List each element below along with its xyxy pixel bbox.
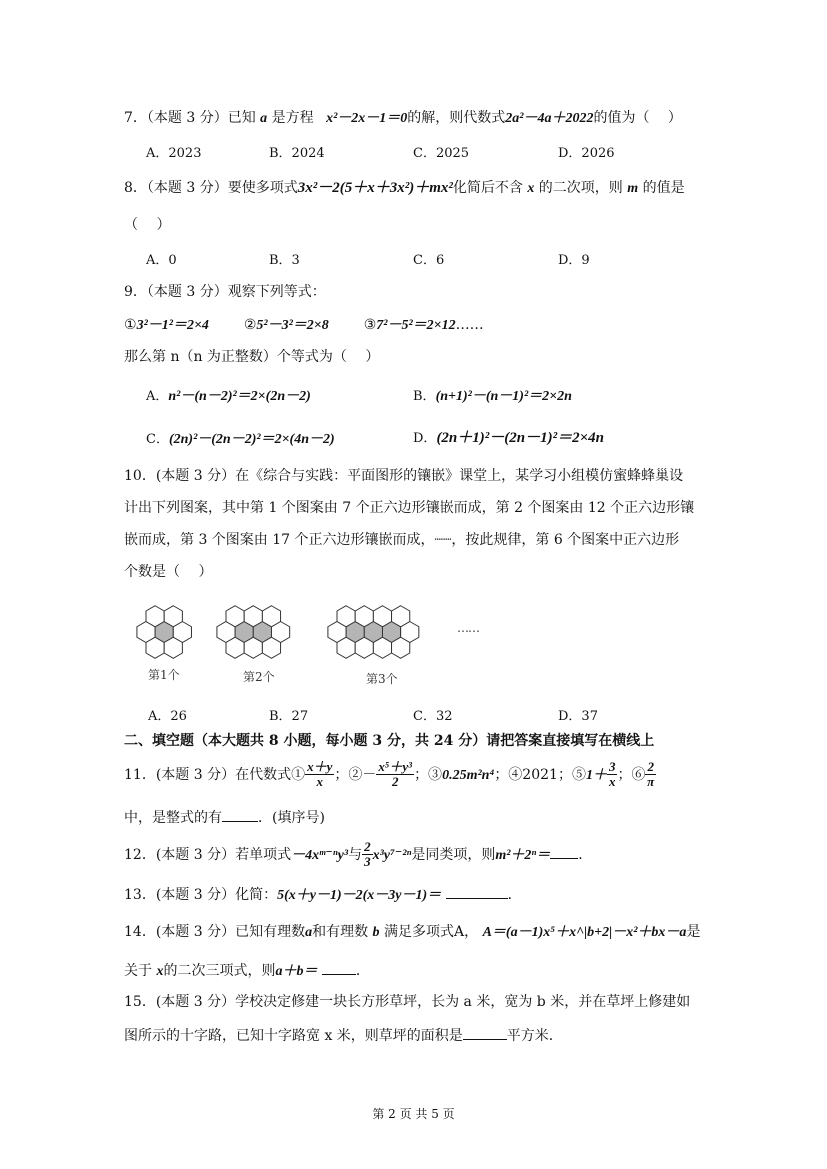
q7-equation: x²－2x－1＝0: [326, 111, 408, 126]
q9-stem: 9．（本题 3 分）观察下列等式：: [124, 284, 326, 300]
figure-3-hexagon: [355, 606, 373, 627]
q10-option-a: A．26: [148, 709, 187, 724]
figure-2-hexagon: [244, 637, 262, 658]
q11-fraction-1: $\frac{x+y}{x}$: [307, 759, 333, 790]
figure-3-hexagon: [392, 637, 410, 658]
q9-question: 那么第 n（n 为正整数）个等式为（ ）: [124, 349, 380, 365]
q12-fraction: $\frac{2}{3}$: [364, 839, 371, 870]
q7-option-a: A．2023: [146, 146, 202, 161]
figure-1-hexagon: [164, 606, 182, 627]
q7-option-d: D．2026: [558, 146, 615, 161]
figure-1-caption: 第1个: [148, 668, 180, 682]
q10-line-3: 嵌而成，第 3 个图案由 17 个正六边形镶嵌而成，┈┈，按此规律，第 6 个图案中正六边形: [124, 532, 680, 548]
q10-line-2: 计出下列图案，其中第 1 个图案由 7 个正六边形镶嵌而成，第 2 个图案由 12 个正六边形镶: [124, 500, 695, 516]
q13-answer-blank[interactable]: [446, 884, 508, 899]
page-footer: 第 2 页 共 5 页: [372, 1107, 455, 1121]
q10-option-d: D．37: [558, 709, 598, 724]
q14-line-2: 关于 x的二次三项式，则a＋b＝ ．: [124, 960, 370, 980]
q7-option-b: B．2024: [269, 146, 325, 161]
figure-3-caption: 第3个: [366, 672, 398, 686]
q15-line-2: 图所示的十字路，已知十字路宽 x 米，则草坪的面积是 平方米．: [124, 1025, 563, 1045]
q14-answer-blank[interactable]: [322, 960, 356, 975]
q11-fraction-5: $\frac{3}{x}$: [608, 759, 616, 790]
q11-stem: 11．(本题 3 分）在代数式① $\frac{x+y}{x}$ ；②－ $\frac{\text{x⁵＋y³}}{2}$ ；③0.25m²n⁴；④2021；⑤1＋ $\frac{3}{x}$ ；⑥ $\frac{2}{\pi}$: [124, 759, 655, 790]
figure-3-hexagon: [337, 606, 355, 627]
q10-hexagon-figures: [128, 596, 488, 668]
q8-stem: 8．（本题 3 分）要使多项式3x²－2(5＋x＋3x²)＋mx²化简后不含 x 的二次项，则 m 的值是: [124, 180, 685, 196]
q7-expression: 2a²－4a＋2022: [505, 111, 594, 126]
q11-fraction-6: $\frac{2}{\pi}$: [647, 759, 655, 790]
figure-3-hexagon: [337, 637, 355, 658]
q10-line-4: 个数是（ ）: [124, 564, 213, 580]
q15-line-1: 15．(本题 3 分）学校决定修建一块长方形草坪，长为 a 米，宽为 b 米，并在草坪上修建如: [124, 994, 691, 1010]
figure-3-hexagon: [355, 637, 373, 658]
q11-fraction-2: $\frac{\text{x⁵＋y³}}{2}$: [378, 759, 413, 790]
q12-answer-blank[interactable]: [550, 844, 578, 859]
q10-line-1: 10．(本题 3 分）在《综合与实践：平面图形的镶嵌》课堂上，某学习小组模仿蜜蜂蜂巢设: [124, 468, 684, 484]
q15-answer-blank[interactable]: [463, 1025, 507, 1040]
q8-option-c: C．6: [413, 253, 445, 268]
q11-answer-blank[interactable]: [222, 807, 258, 822]
figure-1-hexagon: [146, 606, 164, 627]
q8-polynomial: 3x²－2(5＋x＋3x²)＋mx²: [297, 180, 453, 196]
figure-1-hexagon: [146, 637, 164, 658]
q9-option-a: A．n²－(n－2)²＝2×(2n－2): [146, 389, 311, 404]
q8-paren: （ ）: [124, 217, 171, 233]
q8-option-b: B．3: [269, 253, 300, 268]
figure-3-hexagon: [373, 606, 391, 627]
q7-stem: 7．（本题 3 分）已知 a 是方程 x²－2x－1＝0的解，则代数式2a²－4a＋2022的值为（ ）: [124, 110, 682, 126]
figure-2-hexagon: [244, 606, 262, 627]
figure-2-hexagon: [262, 606, 280, 627]
q14-stem: 14．(本题 3 分）已知有理数a和有理数 b 满足多项式A， A＝(a－1)x⁵＋x^|b+2|－x²＋bx－a是: [124, 924, 701, 940]
q9-option-b: B．(n+1)²－(n－1)²＝2×2n: [413, 389, 572, 404]
q9-option-c: C．(2n)²－(2n－2)²＝2×(4n－2): [146, 432, 335, 447]
figure-2-hexagon: [262, 637, 280, 658]
q13-stem: 13．(本题 3 分）化简：5(x＋y－1)－2(x－3y－1)＝ ．: [124, 884, 522, 904]
figure-3-hexagon: [392, 606, 410, 627]
figure-3-hexagon: [373, 637, 391, 658]
q8-option-d: D．9: [558, 253, 590, 268]
q11-line-2: 中，是整式的有 ．(填序号): [124, 807, 325, 827]
section-2-heading: 二、填空题（本大题共 8 小题，每小题 3 分，共 24 分）请把答案直接填写在横线上: [124, 733, 655, 749]
figure-continuation-dots: ……: [457, 621, 479, 635]
q8-option-a: A．0: [146, 253, 177, 268]
q9-option-d: D．(2n＋1)²－(2n－1)²＝2×4n: [413, 430, 604, 446]
q10-option-c: C．32: [413, 709, 453, 724]
figure-2-hexagon: [226, 606, 244, 627]
figure-2-hexagon: [226, 637, 244, 658]
q7-option-c: C．2025: [413, 146, 470, 161]
q9-examples: ①3²－1²＝2×4 ②5²－3²＝2×8 ③7²－5²＝2×12……: [124, 317, 484, 333]
q10-option-b: B．27: [269, 709, 309, 724]
figure-1-hexagon: [164, 637, 182, 658]
q12-stem: 12．(本题 3 分）若单项式－4xᵐ⁻ⁿy³与 $\frac{2}{3}$ x³y⁷⁻²ⁿ是同类项，则m²＋2ⁿ＝ ．: [124, 839, 593, 870]
figure-2-caption: 第2个: [243, 670, 275, 684]
